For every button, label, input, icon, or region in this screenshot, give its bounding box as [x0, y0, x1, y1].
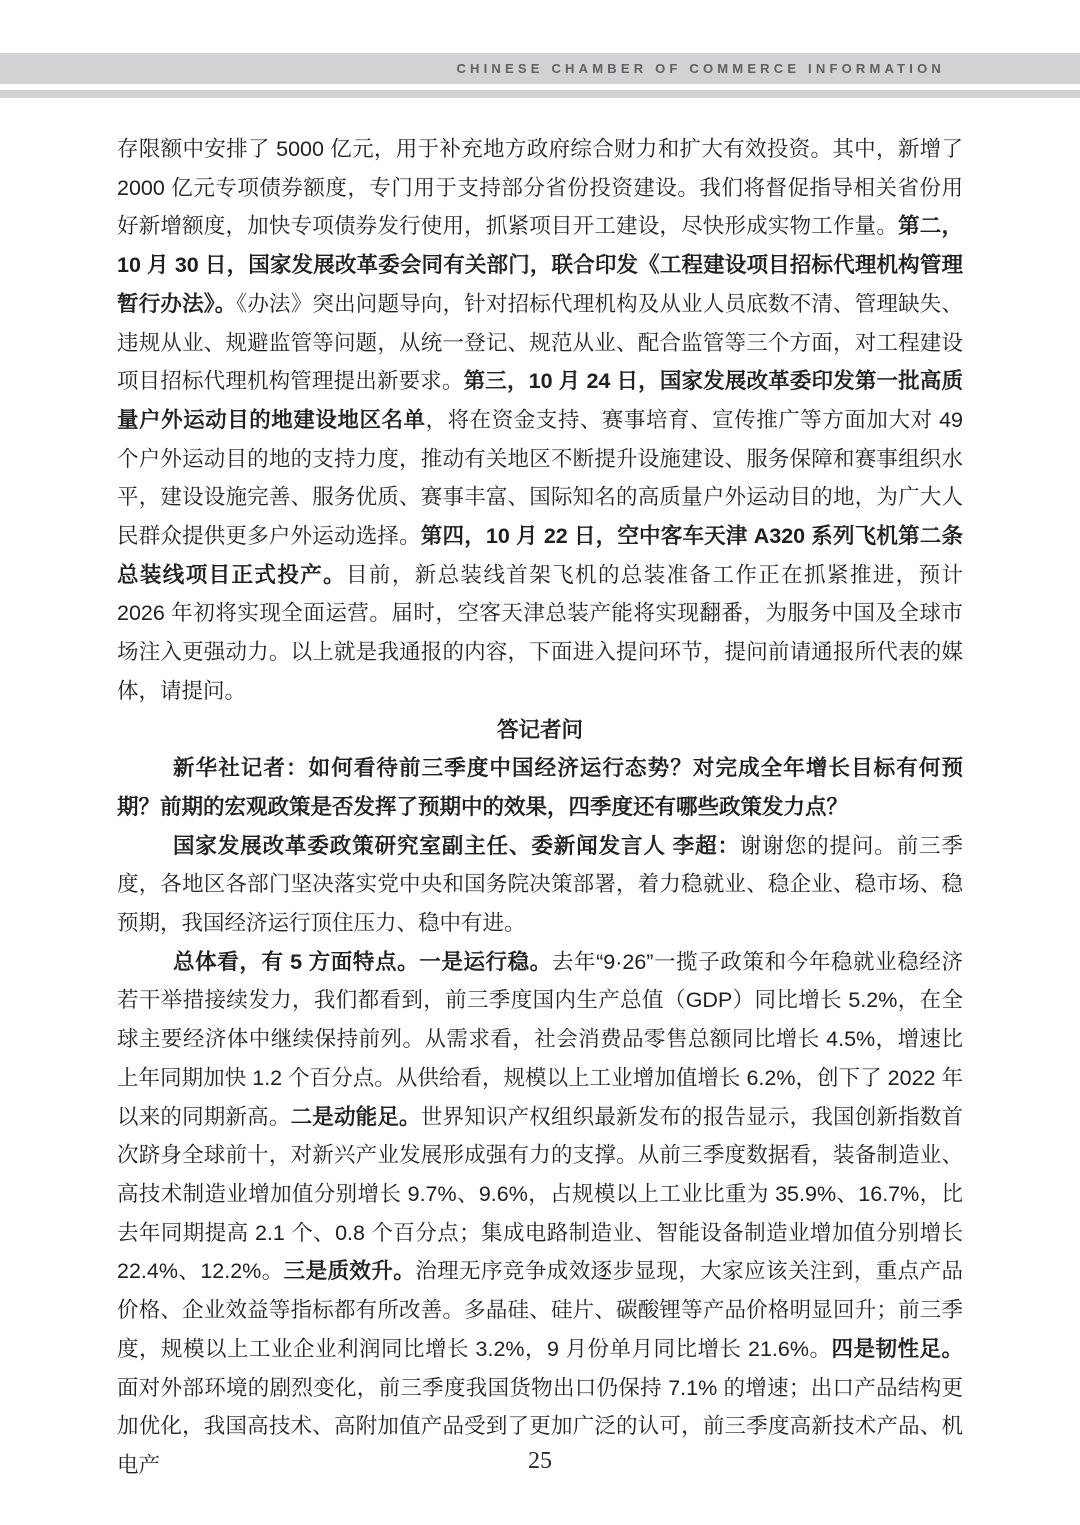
spokesperson-answer-paragraph: [117, 827, 963, 943]
reporter-question-paragraph: [117, 749, 963, 826]
bold-text-run: 第三，10 月 24 日，国家发展改革委印发第一批高质量户外运动目的地建设地区名单: [117, 369, 963, 432]
text-run: 去年“9·26”一揽子政策和今年稳就业稳经济若干举措接续发力，我们都看到，前三季度国内生产总值（GDP）同比增长 5.2%，在全球主要经济体中继续保持前列。从需求看，社会消费品零售总额同比增长 4.5%，增速比上年同期加快 1.2 个百分点。从供给看，规模以上工业增加值增长 6.2%，创下了 2022 年以来的同期新高。: [117, 949, 964, 1129]
text-run: 谢谢您的提问。前三季度，各地区各部门坚决落实党中央和国务院决策部署，着力稳就业、稳企业、稳市场、稳预期，我国经济运行顶住压力、稳中有进。: [117, 833, 963, 936]
text-run: 面对外部环境的剧烈变化，前三季度我国货物出口仍保持 7.1% 的增速；出口产品结构更加优化，我国高技术、高附加值产品受到了更加广泛的认可，前三季度高新技术产品、机电产: [117, 1375, 963, 1477]
text-run: 《办法》突出问题导向，针对招标代理机构及从业人员底数不清、管理缺失、违规从业、规避监管等问题，从统一登记、规范从业、配合监管等三个方面，对工程建设项目招标代理机构管理提出新要求。: [117, 291, 963, 394]
page-number: 25: [528, 1448, 552, 1474]
bold-text-run: 总体看，有 5 方面特点。一是运行稳。: [173, 949, 552, 974]
bold-text-run: 国家发展改革委政策研究室副主任、委新闻发言人 李超：: [173, 833, 740, 858]
bold-text-run: 第二，10 月 30 日，国家发展改革委会同有关部门，联合印发《工程建设项目招标代理机构管理暂行办法》。: [117, 214, 963, 316]
header-banner: [0, 53, 1080, 84]
text-run: 治理无序竞争成效逐步显现，大家应该关注到，重点产品价格、企业效益等指标都有所改善。多晶硅、硅片、碳酸锂等产品价格明显回升；前三季度，规模以上工业企业利润同比增长 3.2%，9 月份单月同比增长 21.6%。: [117, 1259, 963, 1361]
five-features-paragraph: [117, 943, 963, 1485]
bold-text-run: 四是韧性足。: [831, 1336, 963, 1361]
qa-section-heading: [117, 711, 963, 750]
bold-text-run: 二是动能足。: [290, 1104, 421, 1129]
briefing-continuation-paragraph: [117, 130, 963, 711]
bold-text-run: 第四，10 月 22 日，空中客车天津 A320 系列飞机第二条总装线项目正式投产。: [117, 524, 963, 587]
header-banner-stripe: [0, 90, 1080, 98]
bold-text-run: 答记者问: [496, 717, 583, 742]
text-run: 存限额中安排了 5000 亿元，用于补充地方政府综合财力和扩大有效投资。其中，新增了 2000 亿元专项债券额度，专门用于支持部分省份投资建设。我们将督促指导相关省份用好新增额度，加快专项债券发行使用，抓紧项目开工建设，尽快形成实物工作量。: [117, 137, 963, 239]
page-footer: [0, 1448, 1080, 1475]
text-run: 目前，新总装线首架飞机的总装准备工作正在抓紧推进，预计 2026 年初将实现全面运营。届时，空客天津总装产能将实现翻番，为服务中国及全球市场注入更强动力。以上就是我通报的内容，下面进入提问环节，提问前请通报所代表的媒体，请提问。: [117, 562, 963, 703]
text-run: ，将在资金支持、赛事培育、宣传推广等方面加大对 49 个户外运动目的地的支持力度，推动有关地区不断提升设施建设、服务保障和赛事组织水平，建设设施完善、服务优质、赛事丰富、国际知名的高质量户外运动目的地，为广大人民群众提供更多户外运动选择。: [117, 407, 963, 549]
document-body: [117, 130, 963, 1485]
header-banner-text: CHINESE CHAMBER OF COMMERCE INFORMATION: [456, 61, 945, 76]
text-run: 世界知识产权组织最新发布的报告显示，我国创新指数首次跻身全球前十，对新兴产业发展形成强有力的支撑。从前三季度数据看，装备制造业、高技术制造业增加值分别增长 9.7%、9.6%，占规模以上工业比重为 35.9%、16.7%，比去年同期提高 2.1 个、0.8 个百分点；集成电路制造业、智能设备制造业增加值分别增长 22.4%、12.2%。: [117, 1104, 963, 1284]
bold-text-run: 三是质效升。: [283, 1259, 416, 1284]
bold-text-run: 新华社记者：如何看待前三季度中国经济运行态势？对完成全年增长目标有何预期？前期的宏观政策是否发挥了预期中的效果，四季度还有哪些政策发力点？: [117, 756, 963, 819]
